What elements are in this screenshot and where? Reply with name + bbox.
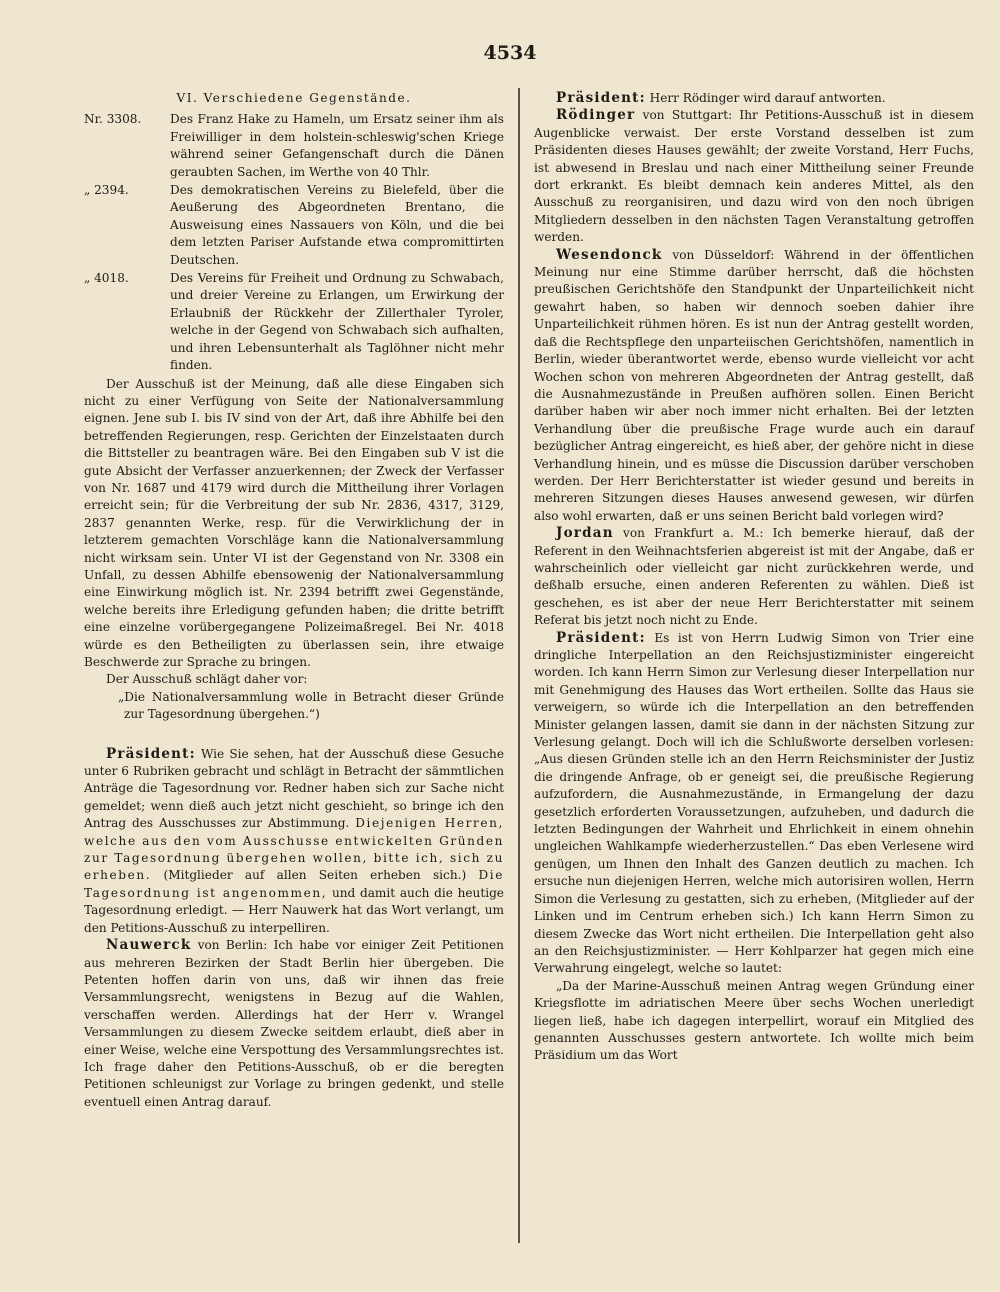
petition-number: „ 4018. — [84, 271, 129, 286]
speech-text: von Düsseldorf: Während in der öffentlichen Meinung nur eine Stimme darüber herrscht, daß die höchsten preußischen Gerichtshöfe den Standpunkt der Unparteilichkeit nicht gewahrt haben, so haben wir dennoch soeben dahier ihre Unparteilichkeit rühmen hören. Es ist nun der Antrag gestellt worden, daß die Rechtspflege den unparteiischen Gerichtshöfen, namentlich in Berlin, wieder überantwortet werde, ebenso wurde vielleicht vor acht Wochen schon von mehreren Abgeordneten der Antrag gestellt, daß die Ausnahmezustände in Preußen aufhören sollen. Einen Bericht darüber haben wir aber noch immer nicht erhalten. Bei der letzten Verhandlung über die preußische Frage wurde auch ein darauf bezüglicher Antrag eingereicht, es hieß aber, der gehöre nicht in diese Verhandlung hinein, und es müsse die Discussion darüber verschoben werden. Der Herr Berichterstatter ist wieder gesund und bereits in mehreren Sitzungen dieses Hauses anwesend gewesen, wir dürfen also wohl erwarten, daß er uns seinen Bericht bald vorlegen wird? — [534, 247, 974, 523]
petition-text: Des Franz Hake zu Hameln, um Ersatz seiner ihm als Freiwilliger in dem holstein-schleswig'schen Kriege während seiner Gefangenschaft durch die Dänen geraubten Sachen, im Werthe von 40 Thlr. — [170, 112, 504, 179]
right-column — [534, 90, 974, 1065]
speech-paragraph — [534, 525, 974, 629]
spaced-text: Diejenigen Herren, welche aus den vom Ausschusse entwickelten Gründen zur Tagesordnung übergehen wollen, bitte ich, sich zu erheben. — [84, 816, 504, 883]
petition-number: „ 2394. — [84, 183, 129, 198]
speech-text: Wie Sie sehen, hat der Ausschuß diese Gesuche unter 6 Rubriken gebracht und schlägt in Betracht der sämmtlichen Anträge die Tagesordnung vor. Redner haben sich zur Sache nicht gemeldet; wenn dieß auch jetzt nicht geschieht, so bringe ich den Antrag des Ausschusses zur Abstimmung. — [84, 746, 504, 831]
speaker-name: Jordan — [556, 525, 614, 542]
petition-text: Des demokratischen Vereins zu Bielefeld, über die Aeußerung des Abgeordneten Brentano, die Ausweisung eines Nassauers von Köln, und die bei dem letzten Pariser Aufstande etwa compromittirten Deutschen. — [170, 183, 504, 267]
speech-text: von Berlin: Ich habe vor einiger Zeit Petitionen aus mehreren Bezirken der Stadt Berlin hier übergeben. Die Petenten hoffen darin von uns, daß wir ihnen das freie Versammlungsrecht, wenigstens in Bezug auf die Wahlen, verschaffen werden. Allerdings hat der Herr v. Wrangel Versammlungen zu diesem Zwecke seitdem erlaubt, dieß aber in einer Weise, welche eine Verspottung des Versammlungsrechtes ist. Ich frage daher den Petitions-Ausschuß, ob er die beregten Petitionen schleunigst zur Vorlage zu bringen gedenkt, und stelle eventuell einen Antrag darauf. — [84, 938, 504, 1109]
protest-quote: „Da der Marine-Ausschuß meinen Antrag wegen Gründung einer Kriegsflotte im adriatischen Meere über sechs Wochen unerledigt liegen ließ, habe ich dagegen interpellirt, worauf ein Mitglied des genannten Ausschusses gestern antwortete. Ich wollte mich beim Präsidium um das Wort — [534, 978, 974, 1063]
committee-opinion: Der Ausschuß ist der Meinung, daß alle diese Eingaben sich nicht zu einer Verfügung von Seite der Nationalversammlung eignen. Jene sub I. bis IV sind von der Art, daß ihre Abhilfe bei den betreffenden Regierungen, resp. Gerichten der Einzelstaaten durch die Bittsteller zu beantragen wäre. Bei den Eingaben sub V ist die gute Absicht der Verfasser anzuerkennen; der Zweck der Verfasser von Nr. 1687 und 4179 wird durch die Mittheilung ihrer Vorlagen erreicht sein; für die Verbreitung der sub Nr. 2836, 4317, 3129, 2837 genannten Werke, resp. für die Verwirklichung der in letzterem gemachten Vorschläge kann die Nationalversammlung nicht wirksam sein. Unter VI ist der Gegenstand von Nr. 3308 ein Unfall, zu dessen Abhilfe ebensowenig der Nationalversammlung eine Einwirkung möglich ist. Nr. 2394 betrifft zwei Gegenstände, welche bereits ihre Erledigung gefunden haben; die dritte betrifft eine einzelne vorübergegangene Polizeimaßregel. Bei Nr. 4018 würde es den Betheiligten zu überlassen sein, ihre etwaige Beschwerde zur Sprache zu bringen. — [84, 376, 504, 669]
speaker-name: Präsident: — [556, 90, 646, 106]
section-heading: VI. Verschiedene Gegenstände. — [176, 91, 412, 105]
president-paragraph — [84, 746, 504, 937]
petition-entry — [84, 182, 504, 269]
speaker-name: Nauwerck — [106, 937, 192, 954]
page-number: 4534 — [483, 42, 537, 64]
petition-number: Nr. 3308. — [84, 112, 142, 127]
speaker-name: Präsident: — [106, 745, 196, 762]
speech-text: von Frankfurt a. M.: Ich bemerke hierauf, daß der Referent in den Weihnachtsferien abgereist ist mit der Angabe, daß er wahrscheinlich oder vielleicht gar nicht zurückkehren werde, und deßhalb ersuche, einen anderen Referenten zu wählen. Dieß ist geschehen, es ist aber der neue Herr Berichterstatter mit seinem Referat bis jetzt noch nicht zu Ende. — [534, 526, 974, 628]
petition-text: Des Vereins für Freiheit und Ordnung zu Schwabach, und dreier Vereine zu Erlangen, um Erwirkung der Erlaubniß der Rückkehr der Zillerthaler Tyroler, welche in der Gegend von Schwabach sich aufhalten, und ihren Lebensunterhalt als Taglöhner nicht mehr finden. — [170, 271, 504, 373]
speech-paragraph — [534, 90, 974, 107]
speaker-name: Präsident: — [556, 629, 646, 646]
speech-text: und damit auch die heutige Tagesordnung erledigt. — Herr Nauwerk hat das Wort verlangt, um den Petitions-Ausschuß zu interpelliren. — [84, 885, 504, 935]
left-column — [84, 90, 504, 1111]
column-divider — [518, 88, 520, 1243]
speech-paragraph — [534, 107, 974, 246]
spaced-text: Die Tagesordnung ist angenommen, — [84, 868, 504, 900]
speech-paragraph — [534, 247, 974, 526]
speaker-name: Wesendonck — [556, 246, 663, 263]
proposal-quote: „Die Nationalversammlung wolle in Betracht dieser Gründe zur Tagesordnung übergehen.“) — [118, 689, 504, 722]
petition-entry — [84, 270, 504, 374]
speech-text: Herr Rödinger wird darauf antworten. — [649, 91, 886, 105]
speech-text: von Stuttgart: Ihr Petitions-Ausschuß ist in diesem Augenblicke verwaist. Der erste Vorstand desselben ist zum Präsidenten dieses Hauses gewählt; der zweite Vorstand, Herr Fuchs, ist abwesend in Breslau und nach einer Mittheilung seiner Freunde dort erkrankt. Es bleibt demnach kein anderes Mittel, als den Ausschuß zu reorganisiren, und dazu wird von den noch übrigen Mitgliedern desselben in den nächsten Tagen Veranstaltung getroffen werden. — [534, 108, 974, 245]
speech-text: (Mitglieder auf allen Seiten erheben sich.) — [163, 868, 467, 883]
speaker-name: Rödinger — [556, 107, 636, 124]
petition-entry — [84, 111, 504, 181]
nauwerck-paragraph — [84, 937, 504, 1111]
speech-text: Es ist von Herrn Ludwig Simon von Trier eine dringliche Interpellation an den Reichsjustizminister eingereicht worden. Ich kann Herrn Simon zur Verlesung dieser Interpellation nur mit Genehmigung des Hauses das Wort ertheilen. Sollte das Haus sie verweigern, so würde ich die Interpellation an den betreffenden Minister gelangen lassen, damit sie dann in der nächsten Sitzung zur Verlesung gelangt. Doch will ich die Schlußworte derselben vorlesen: „Aus diesen Gründen stelle ich an den Herrn Reichsminister der Justiz die dringende Anfrage, ob er geneigt sei, die preußische Regierung aufzufordern, die Ausnahmezustände, in Ermangelung der dazu gesetzlich erforderten Voraussetzungen, aufzuheben, und dadurch die letzten Bedingungen der Wahrheit und Ehrlichkeit in einem ohnehin ungleichen Wahlkampfe wiederherzustellen.“ Das eben Verlesene wird genügen, um Ihnen den Inhalt des Ganzen deutlich zu machen. Ich ersuche nun diejenigen Herren, welche mich autorisiren wollen, Herrn Simon die Verlesung zu gestatten, sich zu erheben, (Mitglieder auf der Linken und im Centrum erheben sich.) Ich kann Herrn Simon zu diesem Zwecke das Wort nicht ertheilen. Die Interpellation geht also an den Reichsjustizminister. — Herr Kohlparzer hat gegen mich eine Verwahrung eingelegt, welche so lautet: — [534, 630, 974, 976]
committee-proposal: Der Ausschuß schlägt daher vor: — [106, 672, 308, 687]
speech-paragraph — [534, 630, 974, 978]
